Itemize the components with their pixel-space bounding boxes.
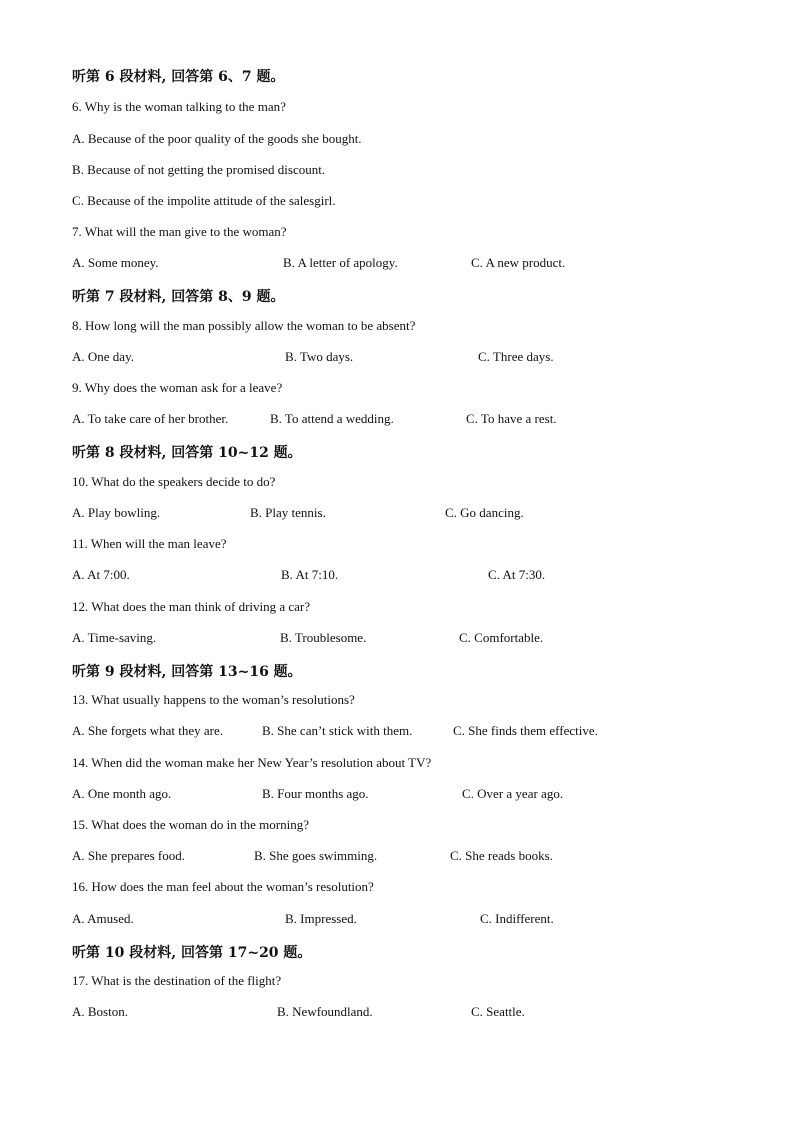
question-7: 7. What will the man give to the woman? <box>72 224 287 239</box>
q12-option-a: A. Time-saving. <box>72 630 157 645</box>
question-15: 15. What does the woman do in the morning? <box>72 817 309 832</box>
q8-option-b: B. Two days. <box>285 349 354 364</box>
question-10: 10. What do the speakers decide to do? <box>72 474 276 489</box>
section-heading: 听第 9 段材料, 回答第 13~16 题。 <box>72 664 302 680</box>
q9-option-a: A. To take care of her brother. <box>72 411 229 426</box>
q10-option-c: C. Go dancing. <box>445 505 524 520</box>
q6-option-a: A. Because of the poor quality of the goods she bought. <box>72 131 362 146</box>
q17-option-c: C. Seattle. <box>471 1004 525 1019</box>
q16-option-b: B. Impressed. <box>285 911 357 926</box>
question-13: 13. What usually happens to the woman’s resolutions? <box>72 692 355 707</box>
question-17: 17. What is the destination of the flight? <box>72 973 282 988</box>
q6-option-b: B. Because of not getting the promised discount. <box>72 162 326 177</box>
q15-option-b: B. She goes swimming. <box>254 848 378 863</box>
question-8: 8. How long will the man possibly allow the woman to be absent? <box>72 318 416 333</box>
q15-option-a: A. She prepares food. <box>72 848 185 863</box>
question-12: 12. What does the man think of driving a car? <box>72 599 311 614</box>
question-16: 16. How does the man feel about the woman’s resolution? <box>72 879 374 894</box>
q11-option-b: B. At 7:10. <box>281 567 339 582</box>
q12-option-c: C. Comfortable. <box>459 630 544 645</box>
section-heading: 听第 8 段材料, 回答第 10~12 题。 <box>72 445 302 461</box>
q8-option-c: C. Three days. <box>478 349 554 364</box>
q7-option-b: B. A letter of apology. <box>283 255 398 270</box>
q16-option-c: C. Indifferent. <box>480 911 554 926</box>
q11-option-a: A. At 7:00. <box>72 567 130 582</box>
q8-option-a: A. One day. <box>72 349 134 364</box>
q13-option-c: C. She finds them effective. <box>453 723 598 738</box>
q13-option-b: B. She can’t stick with them. <box>262 723 413 738</box>
q16-option-a: A. Amused. <box>72 911 134 926</box>
q13-option-a: A. She forgets what they are. <box>72 723 224 738</box>
question-9: 9. Why does the woman ask for a leave? <box>72 380 283 395</box>
q17-option-b: B. Newfoundland. <box>277 1004 373 1019</box>
q7-option-c: C. A new product. <box>471 255 566 270</box>
section-heading: 听第 7 段材料, 回答第 8、9 题。 <box>72 289 285 305</box>
q10-option-a: A. Play bowling. <box>72 505 161 520</box>
q6-option-c: C. Because of the impolite attitude of the salesgirl. <box>72 193 336 208</box>
q14-option-b: B. Four months ago. <box>262 786 369 801</box>
question-11: 11. When will the man leave? <box>72 536 227 551</box>
section-heading: 听第 10 段材料, 回答第 17~20 题。 <box>72 945 312 961</box>
question-6: 6. Why is the woman talking to the man? <box>72 99 286 114</box>
section-heading: 听第 6 段材料, 回答第 6、7 题。 <box>72 69 285 85</box>
question-14: 14. When did the woman make her New Year’s resolution about TV? <box>72 755 432 770</box>
q11-option-c: C. At 7:30. <box>488 567 546 582</box>
q9-option-c: C. To have a rest. <box>466 411 557 426</box>
q10-option-b: B. Play tennis. <box>250 505 326 520</box>
q14-option-a: A. One month ago. <box>72 786 172 801</box>
q14-option-c: C. Over a year ago. <box>462 786 564 801</box>
q7-option-a: A. Some money. <box>72 255 159 270</box>
q15-option-c: C. She reads books. <box>450 848 553 863</box>
q12-option-b: B. Troublesome. <box>280 630 367 645</box>
q9-option-b: B. To attend a wedding. <box>270 411 394 426</box>
q17-option-a: A. Boston. <box>72 1004 128 1019</box>
